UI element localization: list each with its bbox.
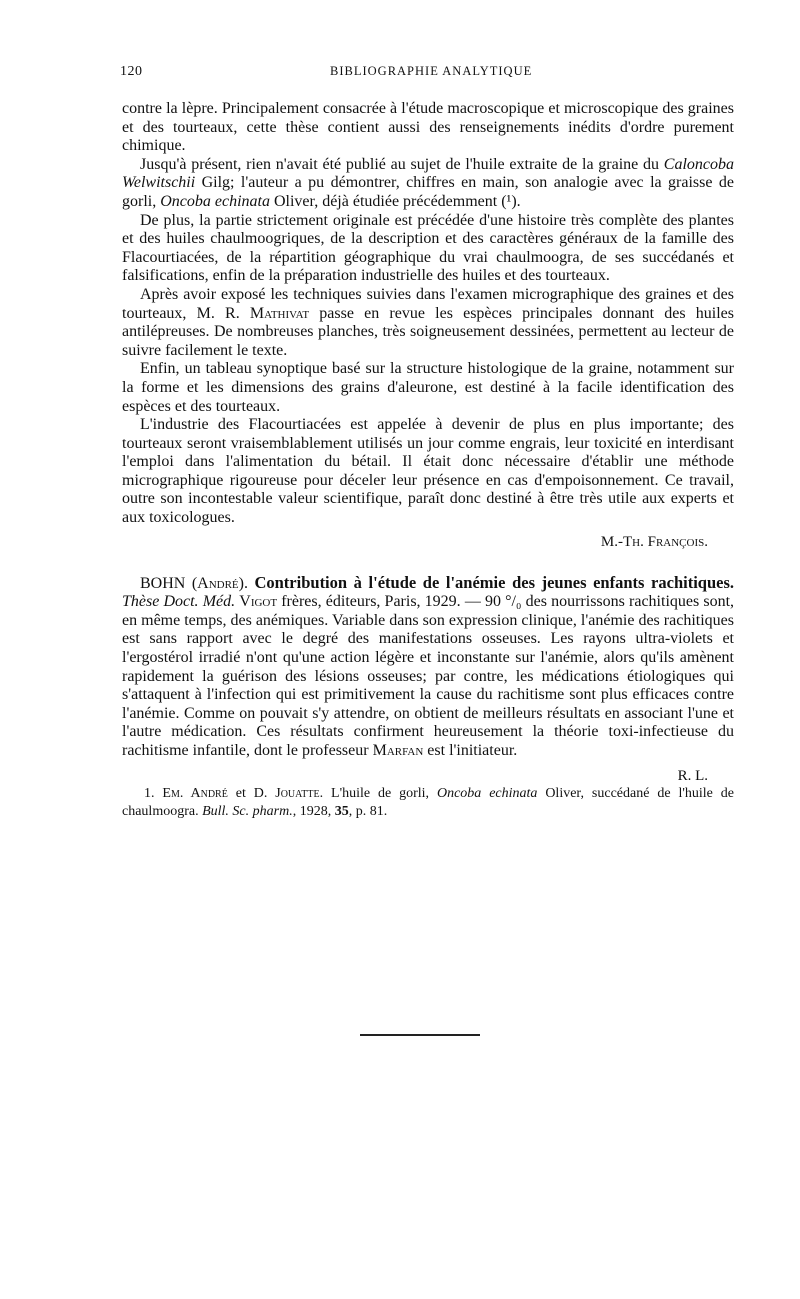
person-name: Em. André [162,786,228,802]
paragraph: Enfin, un tableau synoptique basé sur la structure histologique de la graine, notamment sur la forme et les dimensions des grains d'aleurone, est destiné à la facile identification des espèces et des tourteaux. [122,360,734,415]
publisher-name: Vigot [239,593,278,611]
author-first-name: (André). [191,574,248,592]
end-rule [360,1034,480,1036]
paragraph [122,156,734,212]
author-name: BOHN [140,574,186,592]
text-run: Oliver, déjà étudiée précédemment (¹). [269,192,521,210]
entry-mathivat [122,100,734,821]
person-name: Mathivat [249,304,310,322]
entry-bohn [122,574,734,786]
page-header [122,64,734,86]
person-name: Marfan [372,742,424,759]
volume-number: 35 [334,804,349,820]
text-run: 1. [144,786,163,802]
text-run: est l'initiateur. [423,742,518,759]
page [122,64,734,821]
text-run: et D. [227,786,276,802]
person-name: Jouatte [275,786,320,802]
text-run: Après avoir exposé les techniques suivies dans l'examen micrographique des graines et des tourteaux, M. R. [122,285,734,322]
journal-name: Bull. Sc. pharm. [202,804,293,820]
reviewer-signature: R. L. [677,767,708,784]
species-name: Oncoba echinata [436,786,538,802]
paragraph: contre la lèpre. Principalement consacrée à l'étude macroscopique et microscopique des graines et des tourteaux, cette thèse contient aussi des renseignements inédits d'ordre purement chimique. [122,100,734,155]
paragraph: L'industrie des Flacourtiacées est appelée à devenir de plus en plus importante; des tourteaux seront vraisemblablement utilisés un jour comme engrais, leur toxicité en interdisant l'emploi dans l'alimentation du bétail. Il était donc nécessaire d'établir une méthode micrographique rigoureuse pour déceler leur présence en cas d'empoisonnement. Ce travail, outre son incontestable valeur scientifique, paraît donc destiné à être très utile aux experts et aux toxicologues. [122,416,734,527]
text-run: passe en revue les espèces principales donnant des huiles antilépreuses. De nombreuses planches, très soigneusement dessinées, permettent au lecteur de suivre facilement le texte. [122,304,734,359]
running-title: BIBLIOGRAPHIE ANALYTIQUE [330,64,533,78]
paragraph [122,574,734,761]
paragraph [122,286,734,360]
text-run: , 1928, [292,804,335,820]
entry-title: Contribution à l'étude de l'anémie des jeunes enfants rachitiques. [254,572,735,592]
text-run: . L'huile de gorli, [319,786,437,802]
publisher-details: frères, éditeurs, Paris, 1929. [277,593,461,611]
species-name: Caloncoba Welwitschii [122,155,734,192]
species-name: Oncoba echinata [160,192,270,210]
reviewer-signature: M.-Th. François. [600,533,708,550]
thesis-label: Thèse Doct. Méd. [122,593,236,611]
text-run: Jusqu'à présent, rien n'avait été publié au sujet de l'huile extraite de la graine du [140,155,664,173]
text-run: — 90 °/₀ des nourrissons rachitiques sont, en même temps, des anémiques. Variable dans son expression clinique, l'anémie des rachitiques est sans rapport avec le degré des manifestations osseuses. Les rayons ultra-violets et l'ergostérol irradié n'ont qu'une action légère et inconstante sur l'anémie, alors qu'ils amènent rapidement la guérison des lésions osseuses; par contre, les médications étiologiques qui s'attaquent à l'infection qui est primitivement la cause du rachitisme sont plus efficaces contre l'anémie. Comme on pouvait s'y attendre, on obtient de meilleurs résultats en associant l'une et l'autre médication. Ces résultats confirment heureusement la théorie toxi-infectieuse du rachitisme infantile, dont le professeur [122,593,735,759]
page-number: 120 [120,64,143,79]
text-run: , p. 81. [348,804,388,820]
paragraph: De plus, la partie strictement originale est précédée d'une histoire très complète des plantes et des huiles chaulmoogriques, de la description et des caractères généraux de la famille des Flacourtiacées, de la répartition géographique du vrai chaulmoogra, de ses succédanés et falsifications, enfin de la préparation industrielle des huiles et des tourteaux. [122,211,734,285]
footnote [122,785,734,821]
text-run: Oliver, succédané de l'huile de chaulmoogra. [122,786,734,820]
text-run: Gilg; l'auteur a pu démontrer, chiffres en main, son analogie avec la graisse de gorli, [122,174,734,210]
